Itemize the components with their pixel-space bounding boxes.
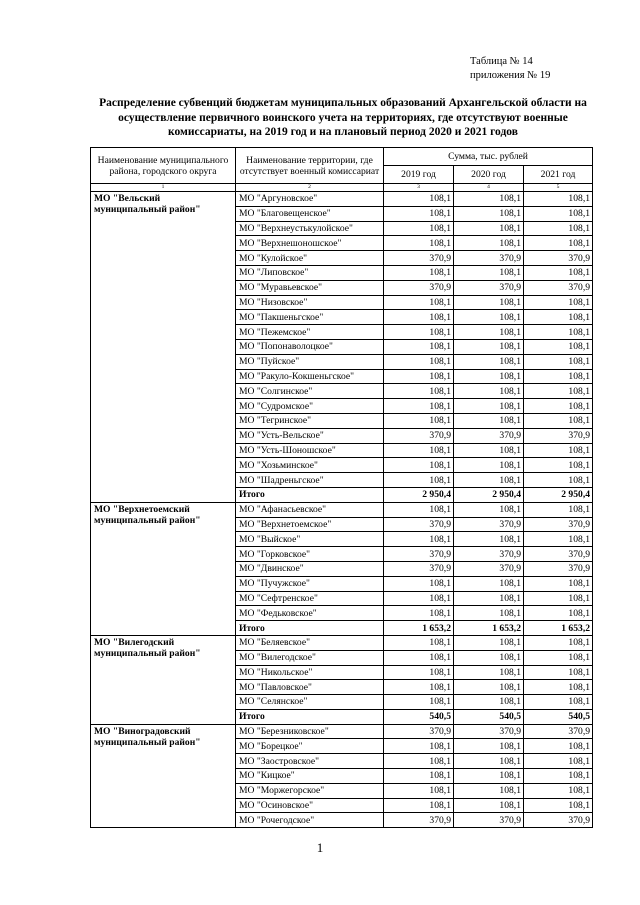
value-2021: 108,1: [524, 265, 593, 280]
territory-name: МО "Березниковское": [236, 724, 384, 739]
value-2020: 108,1: [454, 413, 524, 428]
value-2021: 370,9: [524, 561, 593, 576]
value-2019: 108,1: [384, 354, 454, 369]
col-index: 5: [524, 184, 593, 192]
total-2020: 1 653,2: [454, 621, 524, 636]
district-name: МО "Вилегодский муниципальный район": [91, 635, 236, 724]
value-2020: 108,1: [454, 769, 524, 784]
value-2019: 370,9: [384, 561, 454, 576]
value-2021: 108,1: [524, 591, 593, 606]
table-number: Таблица № 14: [470, 56, 533, 67]
value-2019: 108,1: [384, 443, 454, 458]
value-2020: 108,1: [454, 295, 524, 310]
value-2020: 108,1: [454, 650, 524, 665]
value-2020: 108,1: [454, 399, 524, 414]
table-body: [91, 192, 593, 828]
territory-name: МО "Пучужское": [236, 576, 384, 591]
territory-name: МО "Шадреньгское": [236, 473, 384, 488]
value-2021: 108,1: [524, 769, 593, 784]
col-header-district: Наименование муниципального района, городского округа: [91, 148, 236, 184]
total-2020: 2 950,4: [454, 487, 524, 502]
territory-name: МО "Ракуло-Кокшеньгское": [236, 369, 384, 384]
territory-name: МО "Выйское": [236, 532, 384, 547]
value-2019: 108,1: [384, 458, 454, 473]
value-2021: 108,1: [524, 206, 593, 221]
territory-name: МО "Сефтренское": [236, 591, 384, 606]
value-2020: 108,1: [454, 695, 524, 710]
table-reference: [470, 55, 550, 83]
col-header-2021: 2021 год: [524, 166, 593, 184]
value-2020: 370,9: [454, 517, 524, 532]
value-2019: 108,1: [384, 635, 454, 650]
subvention-table: [90, 147, 593, 828]
value-2019: 108,1: [384, 206, 454, 221]
value-2021: 370,9: [524, 547, 593, 562]
value-2021: 108,1: [524, 473, 593, 488]
territory-name: МО "Осиновское": [236, 798, 384, 813]
value-2019: 370,9: [384, 251, 454, 266]
territory-name: МО "Благовещенское": [236, 206, 384, 221]
value-2019: 108,1: [384, 339, 454, 354]
value-2021: 108,1: [524, 339, 593, 354]
value-2021: 108,1: [524, 532, 593, 547]
territory-name: МО "Тегринское": [236, 413, 384, 428]
col-header-2020: 2020 год: [454, 166, 524, 184]
total-label: Итого: [236, 487, 384, 502]
value-2021: 108,1: [524, 325, 593, 340]
value-2020: 108,1: [454, 339, 524, 354]
territory-name: МО "Усть-Вельское": [236, 428, 384, 443]
value-2020: 108,1: [454, 369, 524, 384]
value-2019: 108,1: [384, 783, 454, 798]
value-2021: 108,1: [524, 739, 593, 754]
page-number: 1: [316, 840, 324, 855]
value-2019: 108,1: [384, 325, 454, 340]
value-2021: 108,1: [524, 680, 593, 695]
value-2020: 108,1: [454, 576, 524, 591]
value-2020: 108,1: [454, 591, 524, 606]
value-2019: 108,1: [384, 754, 454, 769]
territory-name: МО "Двинское": [236, 561, 384, 576]
value-2021: 108,1: [524, 369, 593, 384]
territory-name: МО "Афанасьевское": [236, 502, 384, 517]
value-2020: 108,1: [454, 739, 524, 754]
total-2020: 540,5: [454, 709, 524, 724]
value-2020: 370,9: [454, 547, 524, 562]
territory-name: МО "Муравьевское": [236, 280, 384, 295]
value-2020: 108,1: [454, 635, 524, 650]
value-2019: 370,9: [384, 280, 454, 295]
value-2021: 108,1: [524, 783, 593, 798]
total-2019: 1 653,2: [384, 621, 454, 636]
value-2019: 108,1: [384, 369, 454, 384]
territory-name: МО "Павловское": [236, 680, 384, 695]
territory-name: МО "Низовское": [236, 295, 384, 310]
value-2021: 108,1: [524, 443, 593, 458]
district-name: МО "Вельский муниципальный район": [91, 192, 236, 503]
territory-name: МО "Попонаволоцкое": [236, 339, 384, 354]
value-2019: 370,9: [384, 724, 454, 739]
total-2019: 540,5: [384, 709, 454, 724]
value-2019: 108,1: [384, 310, 454, 325]
col-header-territory: Наименование территории, где отсутствует военный комиссариат: [236, 148, 384, 184]
value-2019: 370,9: [384, 517, 454, 532]
value-2019: 108,1: [384, 192, 454, 207]
value-2021: 108,1: [524, 384, 593, 399]
territory-name: МО "Пакшеньгское": [236, 310, 384, 325]
value-2019: 108,1: [384, 502, 454, 517]
territory-name: МО "Федьковское": [236, 606, 384, 621]
value-2020: 108,1: [454, 665, 524, 680]
district-name: МО "Виноградовский муниципальный район": [91, 724, 236, 828]
value-2019: 108,1: [384, 739, 454, 754]
value-2019: 108,1: [384, 680, 454, 695]
value-2019: 370,9: [384, 428, 454, 443]
value-2020: 370,9: [454, 561, 524, 576]
total-2021: 1 653,2: [524, 621, 593, 636]
value-2020: 108,1: [454, 354, 524, 369]
territory-name: МО "Кицкое": [236, 769, 384, 784]
value-2020: 108,1: [454, 458, 524, 473]
value-2020: 108,1: [454, 754, 524, 769]
value-2020: 370,9: [454, 251, 524, 266]
territory-name: МО "Верхнеустькулойское": [236, 221, 384, 236]
col-header-2019: 2019 год: [384, 166, 454, 184]
territory-name: МО "Усть-Шоношское": [236, 443, 384, 458]
total-2021: 2 950,4: [524, 487, 593, 502]
value-2021: 108,1: [524, 606, 593, 621]
value-2021: 370,9: [524, 813, 593, 828]
col-header-sum: Сумма, тыс. рублей: [384, 148, 593, 166]
territory-name: МО "Верхнешоношское": [236, 236, 384, 251]
value-2019: 108,1: [384, 265, 454, 280]
value-2019: 108,1: [384, 384, 454, 399]
col-index: 1: [91, 184, 236, 192]
value-2019: 108,1: [384, 473, 454, 488]
territory-name: МО "Кулойское": [236, 251, 384, 266]
table-row: [91, 192, 593, 207]
territory-name: МО "Аргуновское": [236, 192, 384, 207]
value-2020: 108,1: [454, 325, 524, 340]
value-2021: 108,1: [524, 650, 593, 665]
value-2021: 108,1: [524, 502, 593, 517]
total-label: Итого: [236, 709, 384, 724]
value-2020: 108,1: [454, 310, 524, 325]
value-2020: 108,1: [454, 221, 524, 236]
value-2021: 108,1: [524, 458, 593, 473]
total-2019: 2 950,4: [384, 487, 454, 502]
value-2019: 108,1: [384, 399, 454, 414]
value-2021: 108,1: [524, 576, 593, 591]
value-2020: 108,1: [454, 192, 524, 207]
territory-name: МО "Пежемское": [236, 325, 384, 340]
value-2020: 370,9: [454, 428, 524, 443]
value-2019: 108,1: [384, 650, 454, 665]
value-2019: 108,1: [384, 665, 454, 680]
value-2019: 108,1: [384, 591, 454, 606]
value-2020: 108,1: [454, 783, 524, 798]
value-2020: 108,1: [454, 473, 524, 488]
territory-name: МО "Верхнетоемское": [236, 517, 384, 532]
value-2019: 108,1: [384, 576, 454, 591]
value-2020: 370,9: [454, 813, 524, 828]
table-row: [91, 635, 593, 650]
value-2020: 108,1: [454, 384, 524, 399]
value-2021: 108,1: [524, 665, 593, 680]
value-2021: 370,9: [524, 280, 593, 295]
col-index: 3: [384, 184, 454, 192]
territory-name: МО "Селянское": [236, 695, 384, 710]
territory-name: МО "Судромское": [236, 399, 384, 414]
value-2019: 108,1: [384, 236, 454, 251]
total-label: Итого: [236, 621, 384, 636]
table-row: [91, 502, 593, 517]
territory-name: МО "Горковское": [236, 547, 384, 562]
value-2020: 108,1: [454, 206, 524, 221]
territory-name: МО "Никольское": [236, 665, 384, 680]
value-2021: 370,9: [524, 251, 593, 266]
value-2020: 108,1: [454, 606, 524, 621]
territory-name: МО "Беляевское": [236, 635, 384, 650]
value-2020: 108,1: [454, 265, 524, 280]
value-2021: 108,1: [524, 635, 593, 650]
value-2020: 370,9: [454, 724, 524, 739]
territory-name: МО "Заостровское": [236, 754, 384, 769]
total-2021: 540,5: [524, 709, 593, 724]
value-2021: 370,9: [524, 428, 593, 443]
value-2019: 370,9: [384, 813, 454, 828]
value-2020: 108,1: [454, 443, 524, 458]
district-name: МО "Верхнетоемский муниципальный район": [91, 502, 236, 635]
value-2021: 108,1: [524, 399, 593, 414]
col-index: 4: [454, 184, 524, 192]
table-row: [91, 724, 593, 739]
value-2020: 108,1: [454, 680, 524, 695]
territory-name: МО "Борецкое": [236, 739, 384, 754]
value-2019: 108,1: [384, 769, 454, 784]
document-title: Распределение субвенций бюджетам муниципальных образований Архангельской области на осуществление первичного воинского учета на территориях, где отсутствуют военные комиссариаты, на 2019 год и на плановый период 2020 и 2021 годов: [99, 97, 587, 138]
appendix-number: приложения № 19: [470, 70, 551, 81]
value-2021: 108,1: [524, 798, 593, 813]
value-2019: 108,1: [384, 221, 454, 236]
value-2021: 108,1: [524, 310, 593, 325]
value-2021: 108,1: [524, 221, 593, 236]
value-2019: 108,1: [384, 606, 454, 621]
territory-name: МО "Моржегорское": [236, 783, 384, 798]
value-2020: 108,1: [454, 502, 524, 517]
value-2021: 108,1: [524, 754, 593, 769]
col-index: 2: [236, 184, 384, 192]
value-2019: 108,1: [384, 532, 454, 547]
value-2021: 108,1: [524, 695, 593, 710]
value-2020: 108,1: [454, 236, 524, 251]
value-2021: 108,1: [524, 236, 593, 251]
value-2021: 370,9: [524, 724, 593, 739]
value-2021: 370,9: [524, 517, 593, 532]
value-2021: 108,1: [524, 192, 593, 207]
value-2021: 108,1: [524, 295, 593, 310]
value-2021: 108,1: [524, 413, 593, 428]
territory-name: МО "Рочегодское": [236, 813, 384, 828]
territory-name: МО "Вилегодское": [236, 650, 384, 665]
value-2020: 108,1: [454, 532, 524, 547]
territory-name: МО "Хозьминское": [236, 458, 384, 473]
value-2020: 370,9: [454, 280, 524, 295]
value-2020: 108,1: [454, 798, 524, 813]
territory-name: МО "Липовское": [236, 265, 384, 280]
value-2019: 108,1: [384, 413, 454, 428]
territory-name: МО "Пуйское": [236, 354, 384, 369]
value-2019: 108,1: [384, 295, 454, 310]
value-2019: 108,1: [384, 695, 454, 710]
value-2019: 370,9: [384, 547, 454, 562]
value-2019: 108,1: [384, 798, 454, 813]
territory-name: МО "Солгинское": [236, 384, 384, 399]
value-2021: 108,1: [524, 354, 593, 369]
